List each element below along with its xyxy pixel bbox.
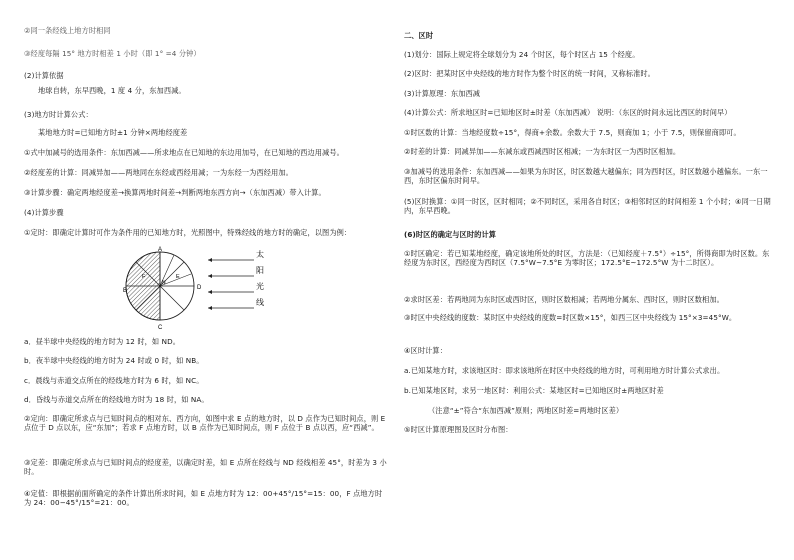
- label-e: E: [176, 274, 180, 280]
- section-heading: (4)计算步骤: [24, 208, 64, 217]
- note-line: （注意“±”符合“东加西减”原则；两地区时差=两地时区差）: [428, 406, 624, 415]
- label-d: D: [197, 285, 202, 291]
- text-line: (4)计算公式：所求地区时=已知地区时±时差（东加西减） 说明：（东区的时间永远比西区的时间早）: [404, 108, 732, 117]
- text-line: 地球自转，东早西晚，1 度 4 分，东加西减。: [38, 86, 186, 95]
- label-c: C: [158, 325, 163, 331]
- text-paragraph: ③定差：即确定所求点与已知时间点的经度差，以确定时差，如 E 点所在经线与 ND 经线相差 45°，时差为 3 小时。: [24, 458, 387, 476]
- text-line: ①式中加减号的选用条件：东加西减——所求地点在已知地的东边用加号，在已知地的西边用减号。: [24, 148, 344, 157]
- sun-char: 阳: [256, 266, 264, 275]
- text-line: (3)计算原理：东加西减: [404, 89, 481, 98]
- label-a: A: [158, 247, 163, 253]
- text-paragraph: ③时区中央经线的度数：某时区中央经线的度数=时区数×15°，如西三区中央经线为 15°×3=45°W。: [404, 313, 737, 322]
- formula-line: 某地地方时=已知地方时±1 分钟×两地经度差: [38, 128, 188, 137]
- text-line: b．夜半球中央经线的地方时为 24 时或 0 时，如 NB。: [24, 356, 204, 365]
- section-heading: ④区时计算：: [404, 346, 447, 355]
- text-line: ①时区数的计算：当地经度数÷15°，得商+余数。余数大于 7.5，则商加 1；小于 7.5，则保留商即可。: [404, 128, 741, 137]
- text-line: b.已知某地区时，求另一地区时：利用公式：某地区时=已知地区时±两地区时差: [404, 386, 664, 395]
- text-line: c．晨线与赤道交点所在的经线地方时为 6 时，如 NC。: [24, 376, 204, 385]
- text-line: a.已知某地方时，求该地区时：即求该地所在时区中央经线的地方时，可利用地方时计算公式求出。: [404, 366, 725, 375]
- sun-char: 光: [256, 282, 264, 291]
- text-line: ②经度差的计算：同减异加——两地同在东经或西经用减；一为东经一为西经用加。: [24, 168, 293, 177]
- sun-char: 线: [256, 298, 264, 307]
- text-paragraph: ②定向：即确定所求点与已知时间点的相对东、西方向，如图中求 E 点的地方时，以 D 点作为已知时间点，则 E 点位于 D 点以东，应“东加”；若求 F 点地方时，以 B 点作为已知时间点，则 F 点位于 B 点以西，应“西减”。: [24, 414, 386, 432]
- text-line: (2)区时：把某时区中央经线的地方时作为整个时区的统一时间，又称标准时。: [404, 69, 655, 78]
- earth-circle: [126, 252, 194, 320]
- text-line: a．昼半球中央经线的地方时为 12 时，如 ND。: [24, 337, 181, 346]
- text-line: (1)划分：国际上规定将全球划分为 24 个时区，每个时区占 15 个经度。: [404, 50, 640, 59]
- section-heading: (6)时区的确定与区时的计算: [404, 230, 497, 239]
- text-line: ⑤时区计算原理图及区时分布图：: [404, 425, 513, 434]
- sun-char: 太: [256, 250, 264, 259]
- label-n: N: [162, 280, 166, 286]
- text-line: d．昏线与赤道交点所在的经线地方时为 18 时，如 NA。: [24, 395, 209, 404]
- text-paragraph: (5)区时换算：①同一时区，区时相同；②不同时区，采用各自时区；③相邻时区的时间相差 1 个小时；④同一日期内，东早西晚。: [404, 197, 771, 215]
- text-paragraph: ③加减号的选用条件：东加西减——如果为东时区，时区数越大越偏东；同为西时区，时区数越小越偏东。一东一西，东时区偏东时间早。: [404, 167, 768, 185]
- sunlight-arrows: [208, 258, 254, 310]
- section-heading: (2)计算依据: [24, 71, 64, 80]
- text-line: ②时差的计算：同减异加——东减东或西减西时区相减；一为东时区一为西时区相加。: [404, 147, 681, 156]
- label-b: B: [123, 288, 128, 294]
- text-paragraph: ①时区确定：若已知某地经度，确定该地所处的时区，方法是：（已知经度＋7.5°）÷15°，所得商即为时区数。东经度为东时区，西经度为西时区（7.5°W~7.5°E 为零时区；172.5°E~172.5°W 为十二时区）。: [404, 249, 770, 267]
- text-line: ②同一条经线上地方时相同: [24, 26, 111, 35]
- illumination-diagram: [124, 246, 294, 330]
- label-f: F: [142, 274, 146, 280]
- text-paragraph: ④定值：即根据前面所确定的条件计算出所求时间，如 E 点地方时为 12：00+45°/15°=15：00，F 点地方时为 24：00−45°/15°=21：00。: [24, 489, 383, 507]
- text-line: ②求时区差：若两地同为东时区或西时区，则时区数相减；若两地分属东、西时区，则时区数相加。: [404, 295, 724, 304]
- section-heading: (3)地方时计算公式：: [24, 110, 93, 119]
- text-line: ③计算步骤：确定两地经度差→换算两地时间差→判断两地东西方向→（东加西减）带入计算。: [24, 188, 326, 197]
- section-title: 二、区时: [404, 31, 434, 40]
- text-line: ①定时：即确定计算时可作为条件用的已知地方时，光照图中，特殊经线的地方时的确定，以图为例：: [24, 228, 352, 237]
- text-line: ③经度每隔 15° 地方时相差 1 小时（即 1° =4 分钟）: [24, 49, 201, 58]
